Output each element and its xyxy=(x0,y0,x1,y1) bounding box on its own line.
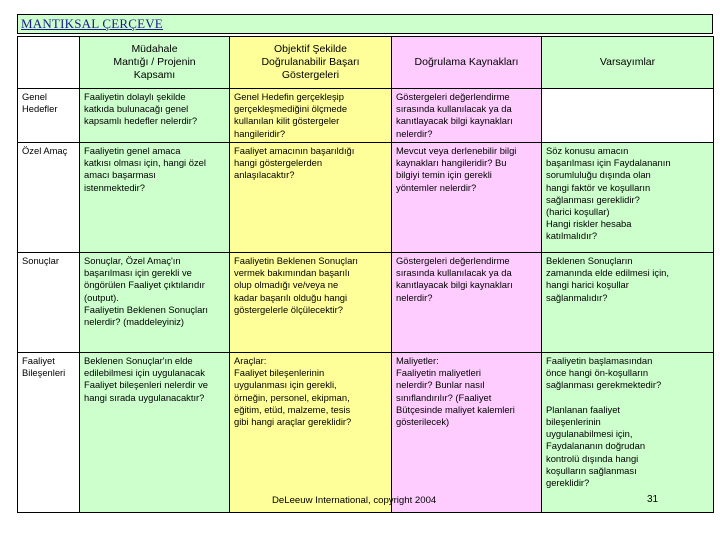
table-row xyxy=(18,253,714,353)
logframe-table xyxy=(17,36,714,513)
table-cell: Faaliyetin Beklenen Sonuçları vermek bakımından başarılı olup olmadığı ve/veya ne kadar başarılı olduğu hangi göstergelerle ölçülecektir? xyxy=(230,253,392,353)
table-cell: Göstergeleri değerlendirme sırasında kullanılacak ya da kanıtlayacak bilgi kaynakları nelerdir? xyxy=(392,253,542,353)
row-label: Faaliyet Bileşenleri xyxy=(18,353,80,513)
copyright-footer: DeLeeuw International, copyright 2004 xyxy=(272,495,437,506)
table-cell: Beklenen Sonuçların zamanında elde edilmesi için, hangi harici koşullar sağlanmalıdır? xyxy=(542,253,714,353)
table-cell: Mevcut veya derlenebilir bilgi kaynakları hangileridir? Bu bilgiyi temin için gerekli yöntemler nelerdir? xyxy=(392,143,542,253)
table-cell: Beklenen Sonuçlar'ın elde edilebilmesi için uygulanacak Faaliyet bileşenleri nelerdir ve hangi sırada uygulanacaktır? xyxy=(80,353,230,513)
header-row xyxy=(18,37,714,89)
table-cell: Genel Hedefin gerçekleşip gerçekleşmediğini ölçmede kullanılan kilit göstergeler hangileridir? xyxy=(230,89,392,143)
header-indicators: Objektif Şekilde Doğrulanabilir Başarı Göstergeleri xyxy=(230,37,392,89)
table-cell: Söz konusu amacın başarılması için Faydalananın sorumluluğu dışında olan hangi faktör ve koşulların sağlanması gereklidir? (harici koşullar) Hangi riskler hesaba katılmalıdır? xyxy=(542,143,714,253)
table-cell: Faaliyetin dolaylı şekilde katkıda bulunacağı genel kapsamlı hedefler nelerdir? xyxy=(80,89,230,143)
table-cell: Göstergeleri değerlendirme sırasında kullanılacak ya da kanıtlayacak bilgi kaynakları nelerdir? xyxy=(392,89,542,143)
row-label: Genel Hedefler xyxy=(18,89,80,143)
table-cell: Maliyetler: Faaliyetin maliyetleri nelerdir? Bunlar nasıl sınıflandırılır? (Faaliyet Bütçesinde maliyet kalemleri gösterilecek) xyxy=(392,353,542,513)
table-row xyxy=(18,143,714,253)
table-cell: Faaliyet amacının başarıldığı hangi göstergelerden anlaşılacaktır? xyxy=(230,143,392,253)
table-cell: Faaliyetin başlamasından önce hangi ön-koşulların sağlanması gerekmektedir? Planlanan faaliyet bileşenlerinin uygulanabilmesi için, Faydalananın doğrudan kontrolü dışında hangi koşulların sağlanması gereklidir? xyxy=(542,353,714,513)
table-cell: Sonuçlar, Özel Amaç'ın başarılması için gerekli ve öngörülen Faaliyet çıktılarıdır (output). Faaliyetin Beklenen Sonuçları nelerdir? (maddeleyiniz) xyxy=(80,253,230,353)
header-verification-sources: Doğrulama Kaynakları xyxy=(392,37,542,89)
header-assumptions: Varsayımlar xyxy=(542,37,714,89)
table-cell: Faaliyetin genel amaca katkısı olması için, hangi özel amacı başarması istenmektedir? xyxy=(80,143,230,253)
header-intervention-logic: Müdahale Mantığı / Projenin Kapsamı xyxy=(80,37,230,89)
corner-cell xyxy=(18,37,80,89)
table-row xyxy=(18,89,714,143)
table-row xyxy=(18,353,714,513)
table-cell xyxy=(542,89,714,143)
row-label: Sonuçlar xyxy=(18,253,80,353)
page-number: 31 xyxy=(647,494,659,505)
row-label: Özel Amaç xyxy=(18,143,80,253)
table-cell: Araçlar: Faaliyet bileşenlerinin uygulanması için gerekli, örneğin, personel, ekipman, eğitim, etüd, malzeme, tesis gibi hangi araçlar gereklidir? xyxy=(230,353,392,513)
title-bar xyxy=(17,14,713,34)
page-title: MANTIKSAL ÇERÇEVE xyxy=(21,16,163,31)
